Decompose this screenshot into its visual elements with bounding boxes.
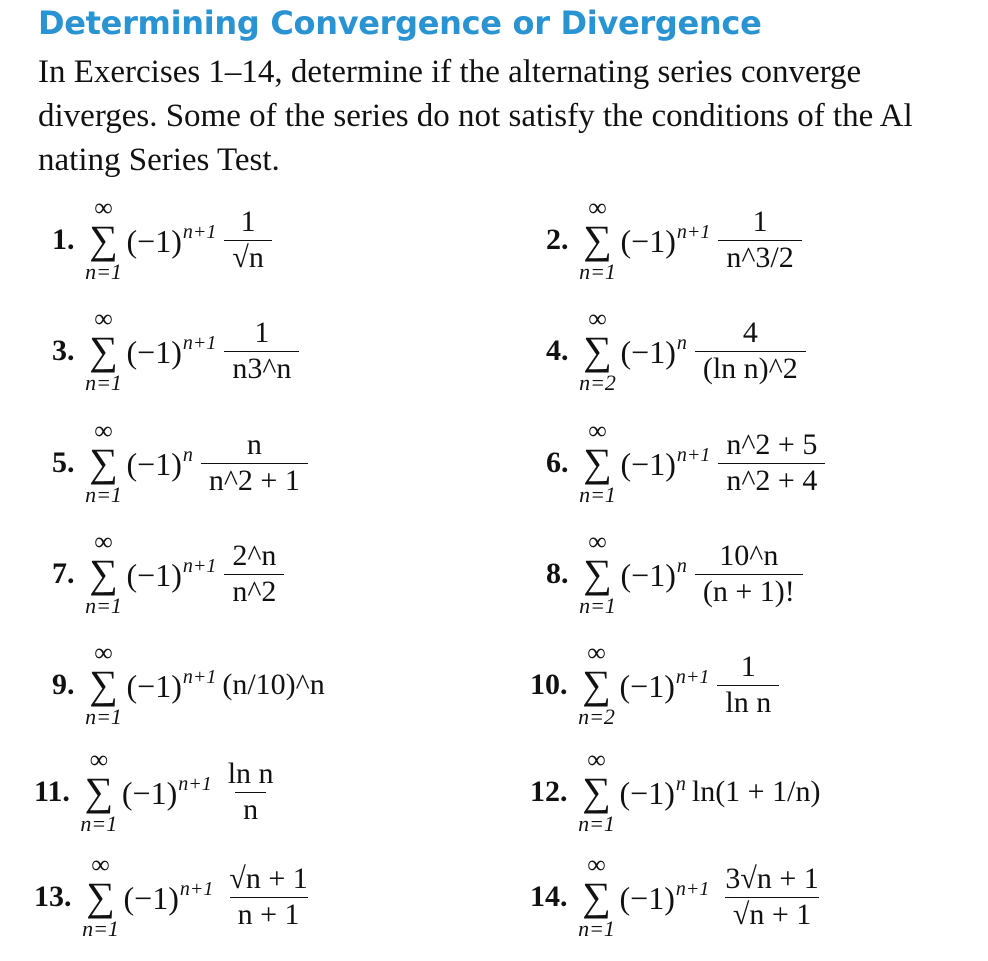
exercise-number: 3. (52, 334, 75, 367)
exercise-13 (34, 842, 316, 952)
upper-limit: ∞ (588, 527, 607, 556)
alternating-sign: $(-1)^{n+1}$ (123, 877, 214, 916)
numerator: 1 (240, 205, 256, 238)
denominator: √n (224, 240, 271, 276)
exercise-6 (546, 408, 825, 518)
exercise-number: 2. (546, 223, 569, 256)
denominator: n^2 + 4 (718, 463, 825, 499)
lower-limit: n=1 (85, 259, 122, 284)
sigma-symbol: ∑ (84, 769, 114, 814)
upper-limit: ∞ (89, 745, 109, 774)
summation (575, 527, 621, 618)
sigma-symbol: ∑ (89, 328, 118, 373)
lower-limit: n=1 (85, 370, 122, 395)
exercise-number: 14. (530, 880, 568, 913)
alternating-sign: $(-1)^{n+1}$ (121, 772, 212, 811)
upper-limit: ∞ (588, 416, 607, 445)
exercise-number: 8. (546, 557, 569, 590)
upper-limit: ∞ (587, 745, 606, 774)
alternating-sign: $(-1)^{n+1}$ (126, 665, 217, 704)
instructions-line: nating Series Test. (38, 142, 280, 178)
summation (574, 850, 620, 941)
alternating-sign: $(-1)^{n+1}$ (619, 877, 710, 916)
lower-limit: n=1 (85, 704, 122, 729)
sigma-symbol: ∑ (582, 874, 611, 919)
lower-limit: n=1 (579, 259, 616, 284)
summation (575, 304, 621, 395)
exercise-number: 5. (52, 446, 75, 479)
summation (575, 416, 621, 507)
denominator: n + 1 (230, 897, 308, 933)
summation (81, 638, 127, 729)
exercise-1 (52, 185, 272, 295)
lower-limit: n=1 (85, 593, 122, 618)
term-fraction (221, 862, 315, 932)
summation (76, 745, 122, 836)
upper-limit: ∞ (94, 416, 113, 445)
summation (81, 304, 127, 395)
lower-limit: n=1 (579, 482, 616, 507)
section-heading: Determining Convergence or Divergence (38, 4, 762, 42)
lower-limit: n=1 (578, 916, 615, 941)
term-fraction (224, 316, 299, 386)
alternating-sign: $(-1)^n$ (620, 331, 687, 370)
upper-limit: ∞ (91, 850, 110, 879)
upper-limit: ∞ (588, 304, 607, 333)
exercise-9 (52, 630, 325, 740)
numerator: 3√n + 1 (725, 862, 819, 895)
alternating-sign: $(-1)^{n+1}$ (126, 331, 217, 370)
summation (78, 850, 124, 941)
term-fraction (695, 539, 803, 609)
numerator: 10^n (719, 539, 779, 572)
numerator: 1 (254, 316, 270, 349)
instructions (38, 50, 988, 182)
numerator: 1 (752, 205, 768, 238)
term-fraction (717, 862, 826, 932)
denominator: n3^n (224, 351, 299, 387)
numerator: n^2 + 5 (726, 428, 818, 461)
summation (574, 638, 620, 729)
summation (575, 193, 621, 284)
exercise-8 (546, 519, 803, 629)
term-fraction (695, 316, 806, 386)
sigma-symbol: ∑ (89, 217, 118, 262)
exercise-12 (530, 737, 820, 847)
lower-limit: n=2 (578, 704, 615, 729)
summation (81, 193, 127, 284)
term-fraction (718, 428, 825, 498)
exercise-number: 4. (546, 334, 569, 367)
denominator: n^2 (224, 574, 284, 610)
sigma-symbol: ∑ (583, 440, 612, 485)
alternating-sign: $(-1)^{n+1}$ (619, 665, 710, 704)
exercise-number: 9. (52, 668, 75, 701)
numerator: 1 (740, 650, 756, 683)
sigma-symbol: ∑ (86, 874, 115, 919)
denominator: (ln n)^2 (695, 351, 806, 387)
summation (574, 745, 620, 836)
term-fraction (224, 205, 271, 275)
numerator: n (246, 428, 262, 461)
upper-limit: ∞ (94, 193, 113, 222)
denominator: (n + 1)! (695, 574, 803, 610)
term-fraction (717, 650, 779, 720)
sigma-symbol: ∑ (89, 551, 118, 596)
denominator: n^3/2 (718, 240, 801, 276)
numerator: √n + 1 (229, 862, 308, 895)
lower-limit: n=1 (579, 593, 616, 618)
sigma-symbol: ∑ (583, 551, 612, 596)
exercise-number: 10. (530, 668, 568, 701)
upper-limit: ∞ (587, 638, 606, 667)
sigma-symbol: ∑ (582, 662, 611, 707)
numerator: ln n (227, 757, 274, 790)
upper-limit: ∞ (587, 850, 606, 879)
term-expression: ln(1 + 1/n) (691, 775, 821, 808)
alternating-sign: $(-1)^n$ (619, 772, 686, 811)
exercise-5 (52, 408, 308, 518)
denominator: √n + 1 (725, 897, 819, 933)
exercise-number: 1. (52, 223, 75, 256)
summation (81, 416, 127, 507)
exercise-11 (34, 737, 282, 847)
exercise-number: 11. (34, 775, 70, 808)
sigma-symbol: ∑ (582, 769, 611, 814)
alternating-sign: $(-1)^n$ (620, 554, 687, 593)
upper-limit: ∞ (94, 304, 113, 333)
sigma-symbol: ∑ (89, 440, 118, 485)
upper-limit: ∞ (588, 193, 607, 222)
exercise-2 (546, 185, 802, 295)
exercise-number: 12. (530, 775, 568, 808)
alternating-sign: $(-1)^{n+1}$ (620, 443, 711, 482)
lower-limit: n=2 (579, 370, 616, 395)
alternating-sign: $(-1)^{n+1}$ (126, 554, 217, 593)
lower-limit: n=1 (85, 482, 122, 507)
exercise-3 (52, 296, 299, 406)
upper-limit: ∞ (94, 638, 113, 667)
lower-limit: n=1 (82, 916, 119, 941)
lower-limit: n=1 (80, 811, 118, 836)
term-fraction (224, 539, 284, 609)
numerator: 4 (742, 316, 758, 349)
exercise-7 (52, 519, 284, 629)
lower-limit: n=1 (578, 811, 615, 836)
summation (81, 527, 127, 618)
term-fraction (718, 205, 801, 275)
alternating-sign: $(-1)^{n+1}$ (620, 220, 711, 259)
exercise-4 (546, 296, 806, 406)
sigma-symbol: ∑ (583, 328, 612, 373)
exercise-number: 13. (34, 880, 72, 913)
exercise-10 (530, 630, 779, 740)
exercise-14 (530, 842, 827, 952)
alternating-sign: $(-1)^{n+1}$ (126, 220, 217, 259)
denominator: n^2 + 1 (201, 463, 308, 499)
denominator: ln n (717, 685, 779, 721)
instructions-line: diverges. Some of the series do not satisfy the conditions of the Al (38, 98, 913, 134)
instructions-line: In Exercises 1–14, determine if the alternating series converge (38, 54, 862, 90)
term-fraction (201, 428, 308, 498)
sigma-symbol: ∑ (89, 662, 118, 707)
term-fraction (220, 757, 282, 827)
sigma-symbol: ∑ (583, 217, 612, 262)
term-expression: (n/10)^n (222, 668, 325, 701)
denominator: n (235, 792, 266, 828)
upper-limit: ∞ (94, 527, 113, 556)
exercise-number: 6. (546, 446, 569, 479)
numerator: 2^n (232, 539, 277, 572)
exercise-number: 7. (52, 557, 75, 590)
alternating-sign: $(-1)^n$ (126, 443, 193, 482)
